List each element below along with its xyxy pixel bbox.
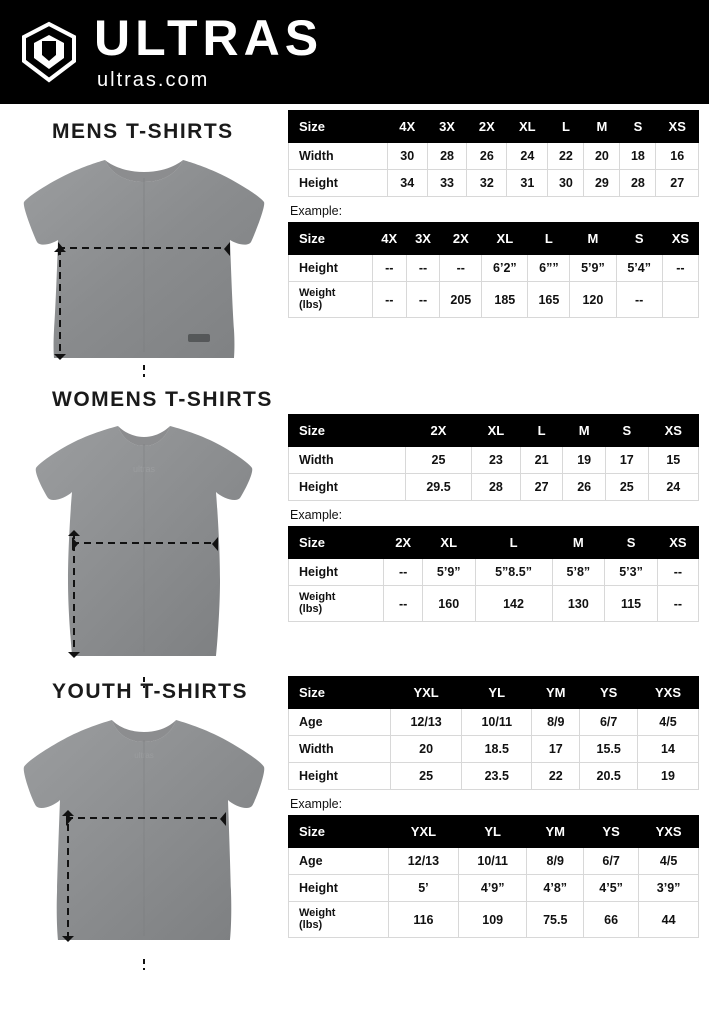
- cell: 4’5”: [584, 875, 639, 902]
- col-header: L: [528, 223, 570, 255]
- col-header: 4X: [372, 223, 406, 255]
- col-header: 3X: [406, 223, 440, 255]
- col-header: M: [563, 415, 606, 447]
- row-header-main: Weight: [299, 907, 336, 919]
- col-header: YXS: [638, 677, 699, 709]
- section-title-mens: MENS T-SHIRTS: [52, 120, 234, 143]
- section-womens: [0, 372, 709, 664]
- col-header: Size: [289, 527, 384, 559]
- col-header: Size: [289, 111, 388, 143]
- table-row: [289, 586, 699, 622]
- cell: 205: [440, 282, 482, 318]
- cell: --: [657, 559, 698, 586]
- cell: 27: [656, 170, 699, 197]
- col-header: YXL: [388, 816, 458, 848]
- row-header: Width: [289, 736, 391, 763]
- table-row: [289, 559, 699, 586]
- col-header: M: [570, 223, 616, 255]
- cell: 24: [507, 143, 548, 170]
- cell: 5’3”: [605, 559, 658, 586]
- row-header: Width: [289, 447, 406, 474]
- cell: 10/11: [458, 848, 527, 875]
- cell: 25: [405, 447, 471, 474]
- womens-example-table: [288, 526, 699, 622]
- cell: [662, 282, 698, 318]
- cell: 19: [563, 447, 606, 474]
- cell: 30: [548, 170, 584, 197]
- cell: 8/9: [532, 709, 580, 736]
- cell: 22: [532, 763, 580, 790]
- table-row: [289, 143, 699, 170]
- section-title-youth: YOUTH T-SHIRTS: [52, 680, 249, 703]
- cell: 120: [570, 282, 616, 318]
- youth-size-table: [288, 676, 699, 790]
- table-row: [289, 848, 699, 875]
- col-header: 2X: [467, 111, 507, 143]
- col-header: YXS: [639, 816, 699, 848]
- svg-text:ultras: ultras: [132, 464, 156, 474]
- cell: 10/11: [462, 709, 532, 736]
- table-row: [289, 763, 699, 790]
- page-header: [0, 0, 709, 104]
- table-header-row: [289, 527, 699, 559]
- cell: 14: [638, 736, 699, 763]
- cell: 25: [390, 763, 461, 790]
- mens-tshirt-illustration: [10, 152, 288, 379]
- cell: 75.5: [527, 902, 584, 938]
- cell: 23.5: [462, 763, 532, 790]
- cell: 12/13: [390, 709, 461, 736]
- cell: 20: [390, 736, 461, 763]
- row-header: Height: [289, 875, 389, 902]
- brand-name: ULTRAS: [94, 9, 324, 66]
- cell: --: [440, 255, 482, 282]
- row-header-main: Weight: [299, 287, 336, 299]
- row-header: Height: [289, 474, 406, 501]
- cell: 15.5: [580, 736, 638, 763]
- cell: 24: [648, 474, 698, 501]
- row-header: [289, 902, 389, 938]
- col-header: XL: [422, 527, 475, 559]
- cell: 12/13: [388, 848, 458, 875]
- cell: 26: [563, 474, 606, 501]
- table-header-row: [289, 677, 699, 709]
- cell: 5’9”: [570, 255, 616, 282]
- col-header: YS: [580, 677, 638, 709]
- row-header: [289, 586, 384, 622]
- table-row: [289, 447, 699, 474]
- cell: --: [406, 282, 440, 318]
- col-header: Size: [289, 677, 391, 709]
- cell: 25: [605, 474, 648, 501]
- row-header: Age: [289, 709, 391, 736]
- cell: 5”8.5”: [475, 559, 552, 586]
- section-mens: [0, 104, 709, 372]
- cell: 130: [552, 586, 605, 622]
- table-row: [289, 736, 699, 763]
- example-label-mens: Example:: [290, 204, 343, 218]
- cell: 31: [507, 170, 548, 197]
- table-row: [289, 709, 699, 736]
- mens-left-column: [10, 104, 288, 372]
- table-row: [289, 282, 699, 318]
- row-header: [289, 282, 373, 318]
- col-header: M: [584, 111, 620, 143]
- col-header: XS: [657, 527, 698, 559]
- cell: 29: [584, 170, 620, 197]
- cell: 21: [520, 447, 563, 474]
- col-header: YS: [584, 816, 639, 848]
- mens-right-column: [288, 104, 699, 372]
- cell: --: [657, 586, 698, 622]
- cell: 5’4”: [616, 255, 662, 282]
- cell: 33: [427, 170, 467, 197]
- table-header-row: [289, 111, 699, 143]
- cell: --: [662, 255, 698, 282]
- cell: 28: [472, 474, 521, 501]
- cell: 19: [638, 763, 699, 790]
- cell: 27: [520, 474, 563, 501]
- col-header: YXL: [390, 677, 461, 709]
- example-label-youth: Example:: [290, 797, 343, 811]
- cell: 6””: [528, 255, 570, 282]
- row-header-main: Weight: [299, 591, 336, 603]
- womens-right-column: [288, 372, 699, 664]
- col-header: 4X: [387, 111, 427, 143]
- table-header-row: [289, 816, 699, 848]
- cell: 22: [548, 143, 584, 170]
- cell: 32: [467, 170, 507, 197]
- col-header: XS: [656, 111, 699, 143]
- cell: 18: [620, 143, 656, 170]
- cell: 8/9: [527, 848, 584, 875]
- womens-size-table: [288, 414, 699, 501]
- cell: --: [616, 282, 662, 318]
- row-header: Width: [289, 143, 388, 170]
- cell: 165: [528, 282, 570, 318]
- cell: 6’2”: [482, 255, 528, 282]
- svg-text:ultras: ultras: [134, 751, 154, 760]
- table-row: [289, 902, 699, 938]
- col-header: S: [605, 415, 648, 447]
- col-header: YL: [462, 677, 532, 709]
- cell: 18.5: [462, 736, 532, 763]
- cell: 28: [620, 170, 656, 197]
- col-header: 2X: [405, 415, 471, 447]
- row-header: Height: [289, 255, 373, 282]
- col-header: Size: [289, 223, 373, 255]
- col-header: L: [475, 527, 552, 559]
- cell: 160: [422, 586, 475, 622]
- cell: 34: [387, 170, 427, 197]
- example-label-womens: Example:: [290, 508, 343, 522]
- row-header: Height: [289, 170, 388, 197]
- section-youth: [0, 664, 709, 964]
- col-header: Size: [289, 415, 406, 447]
- cell: 115: [605, 586, 658, 622]
- brand-url: ultras.com: [97, 68, 210, 91]
- cell: --: [384, 586, 422, 622]
- table-row: [289, 170, 699, 197]
- cell: 3’9”: [639, 875, 699, 902]
- col-header: XL: [472, 415, 521, 447]
- col-header: M: [552, 527, 605, 559]
- cell: 29.5: [405, 474, 471, 501]
- cell: 185: [482, 282, 528, 318]
- cell: 4’9”: [458, 875, 527, 902]
- table-header-row: [289, 415, 699, 447]
- table-row: [289, 255, 699, 282]
- cell: --: [406, 255, 440, 282]
- cell: 4’8”: [527, 875, 584, 902]
- col-header: YL: [458, 816, 527, 848]
- cell: 16: [656, 143, 699, 170]
- col-header: L: [548, 111, 584, 143]
- cell: 4/5: [639, 848, 699, 875]
- cell: --: [372, 255, 406, 282]
- youth-example-table: [288, 815, 699, 938]
- cell: 15: [648, 447, 698, 474]
- col-header: Size: [289, 816, 389, 848]
- youth-tshirt-illustration: [10, 712, 288, 972]
- col-header: YM: [527, 816, 584, 848]
- cell: 66: [584, 902, 639, 938]
- cell: 26: [467, 143, 507, 170]
- col-header: S: [605, 527, 658, 559]
- row-header: Age: [289, 848, 389, 875]
- col-header: S: [616, 223, 662, 255]
- youth-left-column: [10, 664, 288, 964]
- cell: 30: [387, 143, 427, 170]
- cell: --: [384, 559, 422, 586]
- row-header-sub: (lbs): [299, 602, 323, 615]
- cell: 142: [475, 586, 552, 622]
- womens-left-column: [10, 372, 288, 664]
- cell: 20.5: [580, 763, 638, 790]
- col-header: XL: [482, 223, 528, 255]
- table-row: [289, 875, 699, 902]
- col-header: 2X: [384, 527, 422, 559]
- cell: 6/7: [584, 848, 639, 875]
- col-header: YM: [532, 677, 580, 709]
- cell: 5’8”: [552, 559, 605, 586]
- cell: 116: [388, 902, 458, 938]
- mens-example-table: [288, 222, 699, 318]
- ultras-logo-icon: [18, 21, 80, 83]
- cell: --: [372, 282, 406, 318]
- cell: 44: [639, 902, 699, 938]
- cell: 5’: [388, 875, 458, 902]
- cell: 5’9”: [422, 559, 475, 586]
- cell: 17: [532, 736, 580, 763]
- cell: 6/7: [580, 709, 638, 736]
- row-header-sub: (lbs): [299, 298, 323, 311]
- row-header: Height: [289, 763, 391, 790]
- col-header: XS: [662, 223, 698, 255]
- row-header-sub: (lbs): [299, 918, 323, 931]
- col-header: XS: [648, 415, 698, 447]
- table-row: [289, 474, 699, 501]
- mens-size-table: [288, 110, 699, 197]
- brand-block: [94, 9, 324, 92]
- col-header: 2X: [440, 223, 482, 255]
- youth-right-column: [288, 664, 699, 964]
- cell: 4/5: [638, 709, 699, 736]
- col-header: 3X: [427, 111, 467, 143]
- cell: 20: [584, 143, 620, 170]
- cell: 28: [427, 143, 467, 170]
- section-title-womens: WOMENS T-SHIRTS: [52, 388, 273, 411]
- row-header: Height: [289, 559, 384, 586]
- col-header: L: [520, 415, 563, 447]
- col-header: XL: [507, 111, 548, 143]
- table-header-row: [289, 223, 699, 255]
- cell: 109: [458, 902, 527, 938]
- cell: 17: [605, 447, 648, 474]
- cell: 23: [472, 447, 521, 474]
- womens-tshirt-illustration: [10, 420, 288, 690]
- col-header: S: [620, 111, 656, 143]
